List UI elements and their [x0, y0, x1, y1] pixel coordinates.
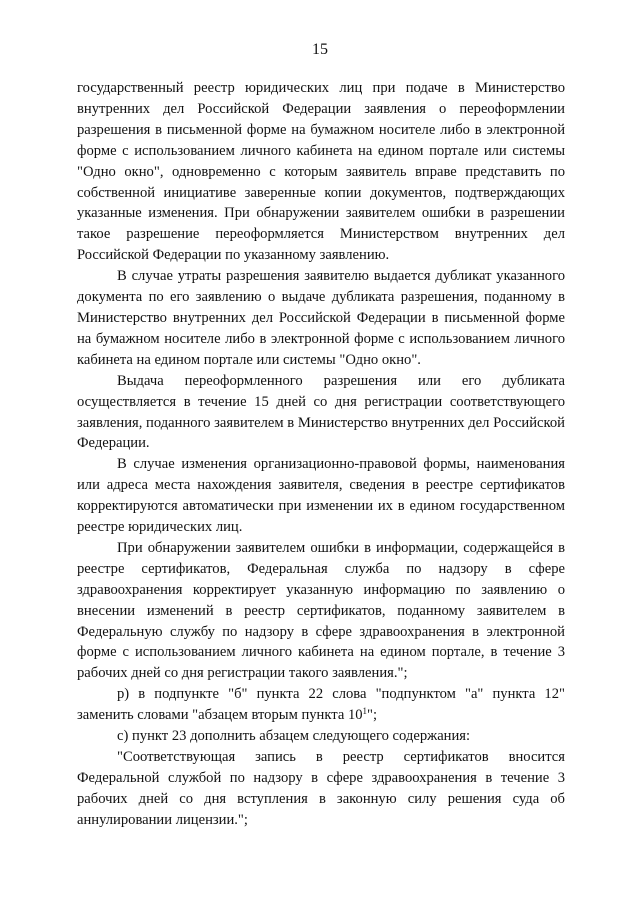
page-number: 15 [312, 41, 328, 58]
paragraph-quoted-addition: "Соответствующая запись в реестр сертификатов вносится Федеральной службой по надзору в сфере здравоохранения в течение 3 рабочих дней со дня вступления в законную силу решения суда об аннулировании лицензии."; [77, 749, 565, 828]
superscript-marker: 1 [362, 706, 368, 717]
paragraph-error-correction: При обнаружении заявителем ошибки в информации, содержащейся в реестре сертификатов, Федеральная служба по надзору в сфере здравоохранения корректирует указанную информацию по заявлению о внесении изменений в реестр сертификатов, поданному заявителем в Федеральную службу по надзору в сфере здравоохранения в электронной форме с использованием личного кабинета на едином портале, в течение 3 рабочих дней со дня регистрации такого заявления."; [77, 539, 565, 682]
paragraph-continuation: государственный реестр юридических лиц при подаче в Министерство внутренних дел Российской Федерации заявления о переоформлении разрешения в письменной форме на бумажном носителе либо в электронной форме с использованием личного кабинета на едином портале или системы "Одно окно", одновременно с которым заявитель вправе представить по собственной инициативе заверенные копии документов, подтверждающих указанные изменения. При обнаружении заявителем ошибки в разрешении такое разрешение переоформляется Министерством внутренних дел Российской Федерации по указанному заявлению. [77, 80, 565, 264]
paragraph-org-change: В случае изменения организационно-правовой формы, наименования или адреса места нахождения заявителя, сведения в реестре сертификатов корректируются автоматически при изменении их в едином государственном реестре юридических лиц. [77, 456, 565, 536]
item-r-text-end: "; [367, 707, 378, 724]
document-body [77, 78, 565, 831]
item-r-text: р) в подпункте "б" пункта 22 слова "подпунктом "а" пункта 12" заменить словами "абзацем вторым пункта 10 [77, 686, 565, 724]
paragraph-item-s: с) пункт 23 дополнить абзацем следующего содержания: [117, 728, 471, 745]
paragraph-issuance-term: Выдача переоформленного разрешения или его дубликата осуществляется в течение 15 дней со дня регистрации соответствующего заявления, поданного заявителем в Министерство внутренних дел Российской Федерации. [77, 372, 565, 452]
paragraph-duplicate-permit: В случае утраты разрешения заявителю выдается дубликат указанного документа по его заявлению о выдаче дубликата разрешения, поданному в Министерство внутренних дел Российской Федерации в письменной форме на бумажном носителе либо в электронной форме с использованием личного кабинета на едином портале или системы "Одно окно". [77, 268, 565, 368]
paragraph-item-r [77, 684, 565, 726]
